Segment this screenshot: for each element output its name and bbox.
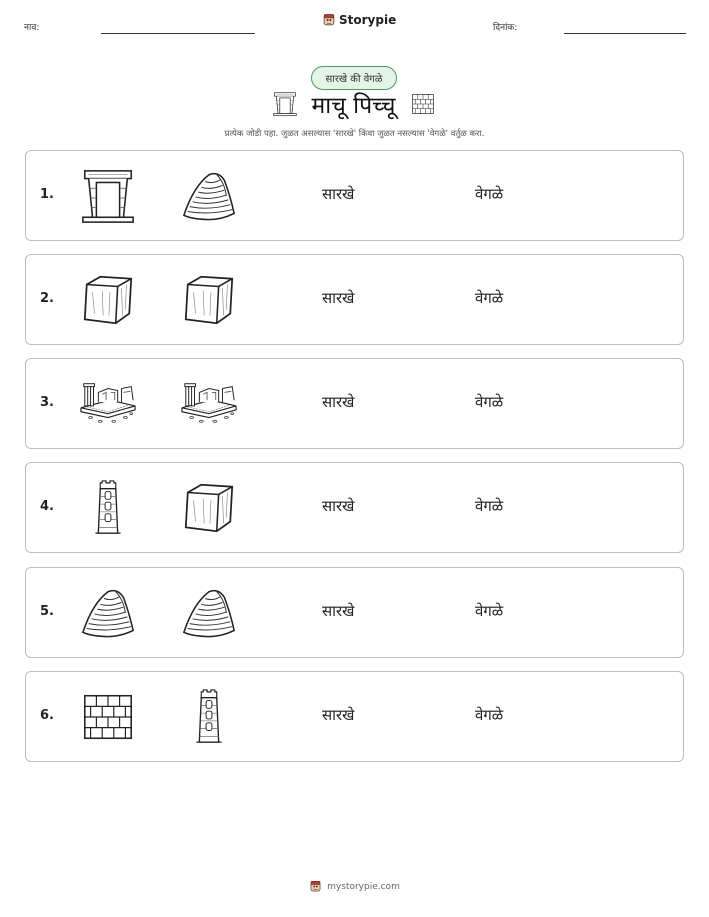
brick-wall-icon (409, 91, 437, 117)
stone-tower-icon (180, 688, 238, 746)
question-card (25, 254, 684, 345)
different-option[interactable]: वेगळे (475, 497, 504, 515)
same-option[interactable]: सारखे (322, 289, 355, 307)
brand (322, 13, 396, 27)
brand-name: Storypie (339, 13, 397, 27)
different-option[interactable]: वेगळे (475, 602, 504, 620)
question-number: 6. (40, 708, 54, 723)
question-card (25, 671, 684, 762)
instruction-text: प्रत्येक जोडी पहा. जुळत असल्यास 'सारखे' किंवा जुळत नसल्यास 'वेगळे' वर्तुळ करा. (224, 129, 485, 139)
stone-block-icon (79, 271, 137, 329)
footer (0, 880, 709, 893)
same-option[interactable]: सारखे (322, 706, 355, 724)
different-option[interactable]: वेगळे (475, 185, 504, 203)
question-card (25, 462, 684, 553)
ruins-plaza-icon (79, 375, 137, 433)
brick-wall-icon (79, 688, 137, 746)
terraced-hill-icon (79, 584, 137, 642)
same-option[interactable]: सारखे (322, 185, 355, 203)
stone-block-icon (180, 271, 238, 329)
question-number: 3. (40, 395, 54, 410)
storypie-logo-icon (309, 880, 322, 893)
date-line[interactable] (564, 33, 686, 34)
name-label: नाव: (24, 23, 40, 33)
question-number: 4. (40, 499, 54, 514)
date-label: दिनांक: (493, 23, 518, 33)
same-option[interactable]: सारखे (322, 393, 355, 411)
question-card (25, 150, 684, 241)
stone-block-icon (180, 479, 238, 537)
footer-url: mystorypie.com (327, 881, 400, 892)
stone-doorway-icon (272, 91, 298, 117)
ruins-plaza-icon (180, 375, 238, 433)
terraced-hill-icon (180, 584, 238, 642)
question-card (25, 358, 684, 449)
same-option[interactable]: सारखे (322, 602, 355, 620)
stone-doorway-icon (79, 167, 137, 225)
different-option[interactable]: वेगळे (475, 706, 504, 724)
different-option[interactable]: वेगळे (475, 393, 504, 411)
activity-badge: सारखे की वेगळे (311, 66, 397, 90)
storypie-logo-icon (322, 13, 336, 27)
same-option[interactable]: सारखे (322, 497, 355, 515)
title-area (0, 88, 709, 123)
question-number: 1. (40, 187, 54, 202)
question-card (25, 567, 684, 658)
question-number: 2. (40, 291, 54, 306)
terraced-hill-icon (180, 167, 238, 225)
different-option[interactable]: वेगळे (475, 289, 504, 307)
page-title: माचू पिच्चू (311, 93, 396, 119)
stone-tower-icon (79, 479, 137, 537)
question-number: 5. (40, 604, 54, 619)
name-line[interactable] (101, 33, 255, 34)
